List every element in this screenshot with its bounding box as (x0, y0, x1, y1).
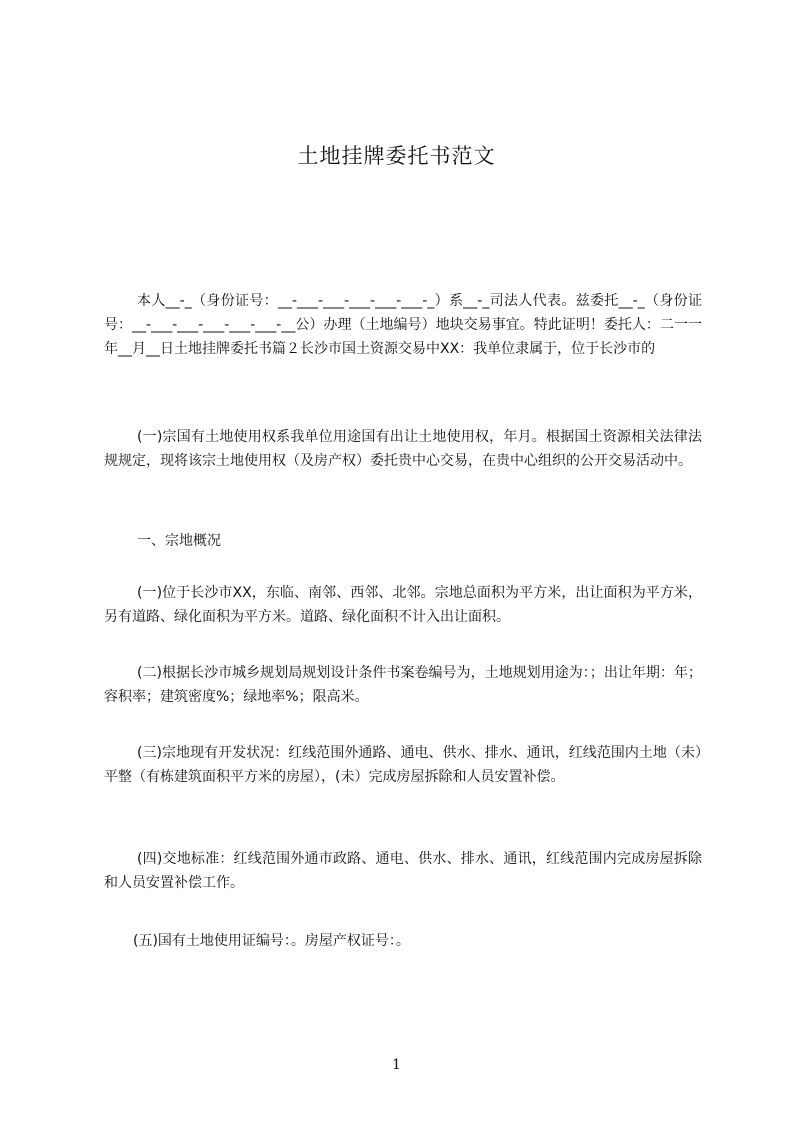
paragraph-delivery-standard: (四)交地标准：红线范围外通市政路、通电、供水、排水、通讯，红线范围内完成房屋拆除和人员安置补偿工作。 (104, 851, 702, 891)
paragraph-planning: (二)根据长沙市城乡规划局规划设计条件书案卷编号为，土地规划用途为：；出让年期：年；容积率；建筑密度%；绿地率%；限高米。 (104, 665, 702, 705)
paragraph-certificate-numbers: (五)国有土地使用证编号：。房屋产权证号：。 (133, 933, 410, 949)
document-title: 土地挂牌委托书范文 (297, 144, 496, 168)
paragraph-authorization: 本人__-_（身份证号：__-___-___-___-___-___-_）系__-_司法人代表。兹委托__-_（身份证号：__-___-___-___-___-___-__公）办理（土地编号）地块交易事宜。特此证明！委托人：二一一年__月__日土地挂牌委托书篇２长沙市国土资源交易中XX：我单位隶属于，位于长沙市的 (104, 293, 702, 357)
paragraph-development-status: (三)宗地现有开发状况：红线范围外通路、通电、供水、排水、通讯，红线范围内土地（未）平整（有栋建筑面积平方米的房屋），(未）完成房屋拆除和人员安置补偿。 (104, 745, 702, 785)
paragraph-location: (一)位于长沙市XX，东临、南邻、西邻、北邻。宗地总面积为平方米，出让面积为平方米，另有道路、绿化面积为平方米。道路、绿化面积不计入出让面积。 (104, 585, 702, 625)
page-number: 1 (392, 1057, 401, 1073)
section-heading-overview: 一、宗地概况 (137, 533, 221, 549)
paragraph-land-use-right: (一)宗国有土地使用权系我单位用途国有出让土地使用权，年月。根据国土资源相关法律法规规定，现将该宗土地使用权（及房产权）委托贵中心交易，在贵中心组织的公开交易活动中。 (104, 429, 702, 469)
